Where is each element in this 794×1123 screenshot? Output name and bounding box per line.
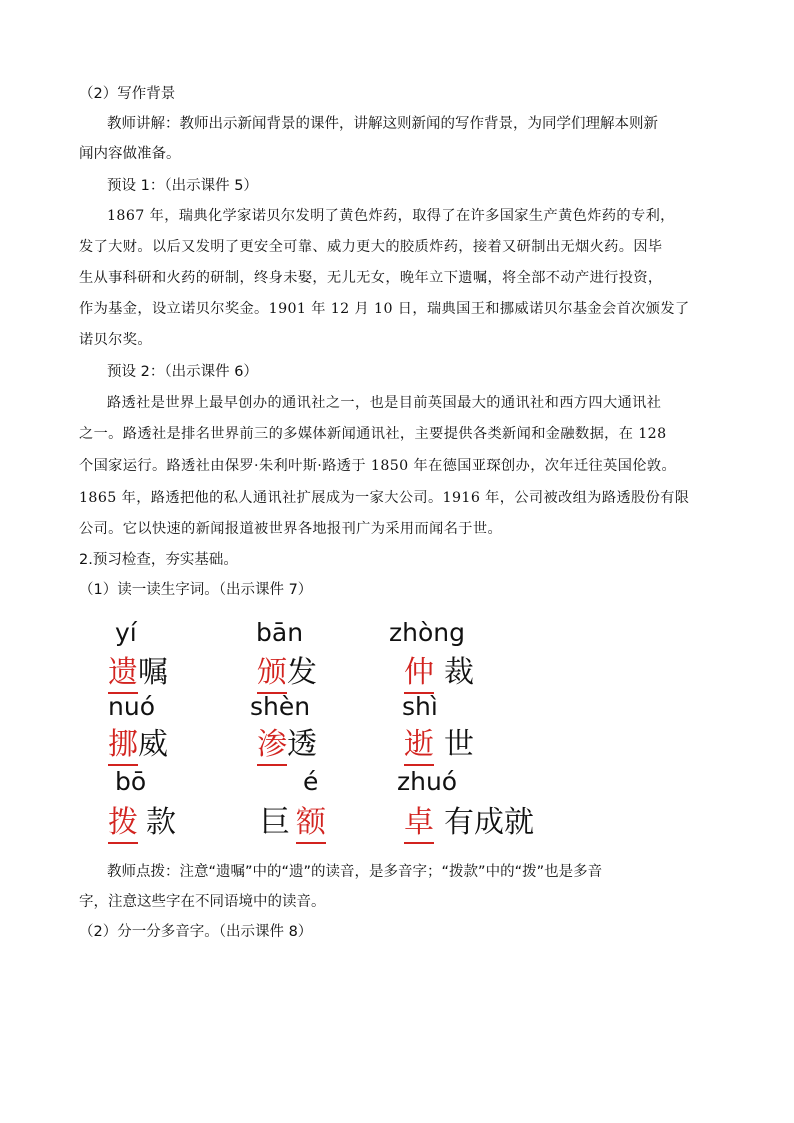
character: 裁 — [444, 655, 474, 690]
preset2-line: 1865 年，路透把他的私人通讯社扩展成为一家大公司。1916 年，公司被改组为路透股份有限 — [79, 490, 690, 506]
teacher-tip-line2: 字，注意这些字在不同语境中的读音。 — [79, 894, 326, 910]
vocab-word — [404, 655, 474, 691]
preset1-line: 1867 年，瑞典化学家诺贝尔发明了黄色炸药，取得了在许多国家生产黄色炸药的专利， — [107, 208, 675, 224]
vocab-word — [260, 805, 326, 841]
highlighted-character: 拨 — [108, 805, 138, 844]
character: 透 — [287, 727, 317, 762]
preset1-label: 预设 1：（出示课件 5） — [107, 178, 258, 194]
vocab-word — [108, 727, 168, 763]
pinyin-label: nuó — [108, 692, 155, 721]
section-heading-background: （2）写作背景 — [79, 86, 176, 102]
subheading-polyphonic: （2）分一分多音字。（出示课件 8） — [79, 924, 313, 940]
section-heading-preview: 2.预习检查，夯实基础。 — [79, 552, 238, 568]
highlighted-character: 逝 — [404, 727, 434, 766]
vocab-word — [404, 727, 474, 763]
pinyin-label: zhuó — [397, 767, 458, 796]
character: 发 — [287, 655, 317, 690]
preset1-line: 诺贝尔奖。 — [79, 332, 152, 348]
character: 款 — [146, 805, 176, 840]
highlighted-character: 卓 — [404, 805, 434, 844]
highlighted-character: 颁 — [257, 655, 287, 694]
preset2-line: 公司。它以快速的新闻报道被世界各地报刊广为采用而闻名于世。 — [79, 521, 503, 537]
pinyin-label: bān — [256, 618, 304, 647]
pinyin-label: yí — [115, 618, 137, 647]
pinyin-label: shèn — [250, 692, 311, 721]
preset1-line: 作为基金，设立诺贝尔奖金。1901 年 12 月 10 日，瑞典国王和挪威诺贝尔基金会首次颁发了 — [79, 301, 690, 317]
pinyin-label: bō — [115, 767, 147, 796]
highlighted-character: 额 — [296, 805, 326, 844]
vocab-word — [257, 727, 317, 763]
pinyin-label: zhòng — [389, 618, 465, 647]
preset2-label: 预设 2：（出示课件 6） — [107, 364, 258, 380]
character: 世 — [444, 727, 474, 762]
character: 威 — [138, 727, 168, 762]
preset2-line: 个国家运行。路透社由保罗·朱利叶斯·路透于 1850 年在德国亚琛创办，次年迁往英国伦敦。 — [79, 458, 677, 474]
teacher-explanation-line1: 教师讲解：教师出示新闻背景的课件，讲解这则新闻的写作背景，为同学们理解本则新 — [107, 116, 658, 132]
highlighted-character: 渗 — [257, 727, 287, 766]
preset1-line: 生从事科研和火药的研制，终身未娶，无儿无女，晚年立下遗嘱，将全部不动产进行投资， — [79, 270, 663, 286]
character: 有成就 — [444, 805, 534, 840]
vocab-word — [257, 655, 317, 691]
subheading-read-words: （1）读一读生字词。（出示课件 7） — [79, 582, 313, 598]
preset1-line: 发了大财。以后又发明了更安全可靠、威力更大的胶质炸药，接着又研制出无烟火药。因毕 — [79, 239, 663, 255]
vocab-word — [404, 805, 534, 841]
highlighted-character: 仲 — [404, 655, 434, 694]
character: 巨 — [260, 805, 290, 840]
preset2-line: 之一。路透社是排名世界前三的多媒体新闻通讯社，主要提供各类新闻和金融数据，在 128 — [79, 426, 667, 442]
vocab-word — [108, 805, 176, 841]
pinyin-label: é — [303, 767, 319, 796]
vocab-word — [108, 655, 168, 691]
teacher-explanation-line2: 闻内容做准备。 — [79, 146, 181, 162]
pinyin-label: shì — [402, 692, 438, 721]
character: 嘱 — [138, 655, 168, 690]
highlighted-character: 挪 — [108, 727, 138, 766]
preset2-line: 路透社是世界上最早创办的通讯社之一，也是目前英国最大的通讯社和西方四大通讯社 — [107, 395, 662, 411]
teacher-tip-line1: 教师点拨：注意“遗嘱”中的“遗”的读音，是多音字；“拨款”中的“拨”也是多音 — [107, 864, 603, 880]
highlighted-character: 遗 — [108, 655, 138, 694]
